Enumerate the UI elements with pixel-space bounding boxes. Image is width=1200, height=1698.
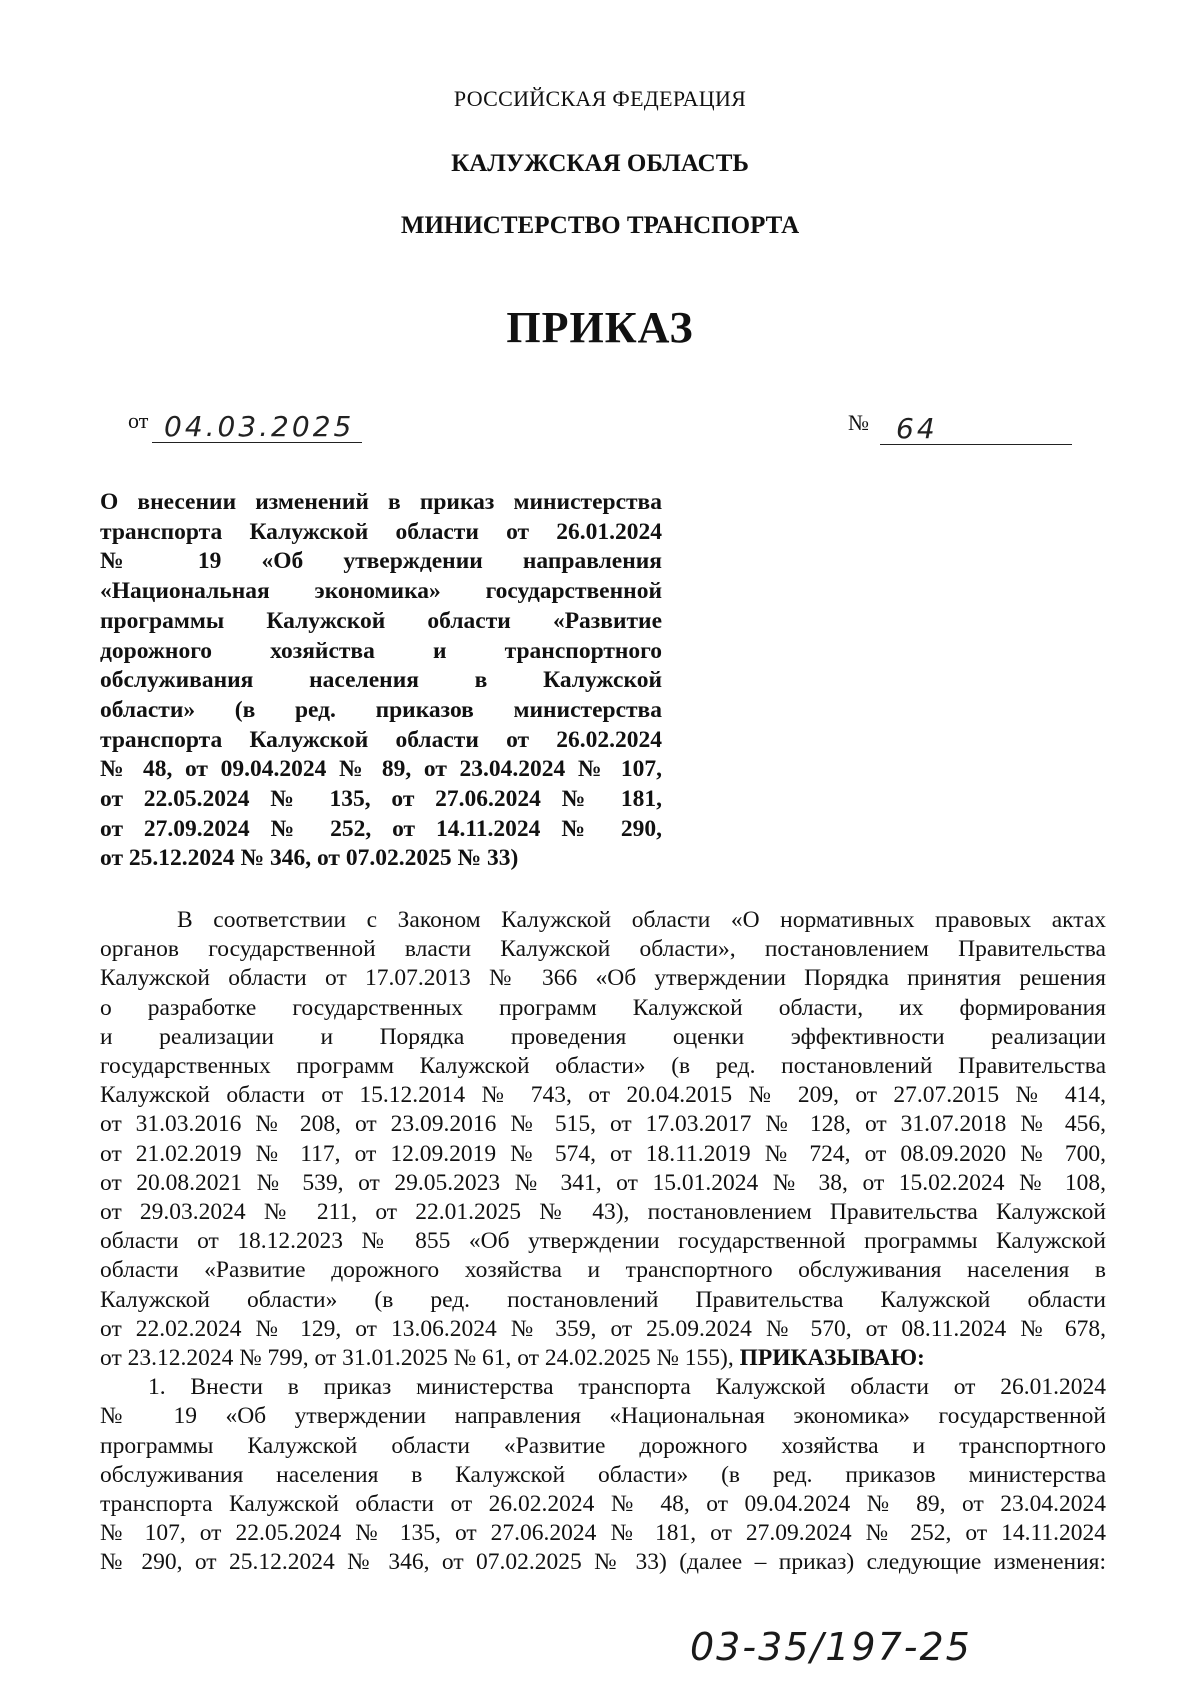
title-line: дорожного хозяйства и транспортного <box>100 637 662 664</box>
preamble-text <box>100 906 1106 1578</box>
body-line: Калужской области от 17.07.2013 № 366 «Об утверждении Порядка принятия решения <box>100 965 1106 992</box>
body-line: от 22.02.2024 № 129, от 13.06.2024 № 359, от 25.09.2024 № 570, от 08.11.2024 № 678, <box>100 1315 1106 1342</box>
body-line: Калужской области от 15.12.2014 № 743, от 20.04.2015 № 209, от 27.07.2015 № 414, <box>100 1082 1106 1109</box>
title-line: обслуживания населения в Калужской <box>100 667 662 694</box>
ministry-header: МИНИСТЕРСТВО ТРАНСПОРТА <box>400 212 800 239</box>
title-line: № 19 «Об утверждении направления <box>100 548 662 575</box>
body-line: области от 18.12.2023 № 855 «Об утверждении государственной программы Калужской <box>100 1228 1106 1255</box>
order-word: ПРИКАЗЫВАЮ: <box>739 1345 925 1372</box>
title-line: программы Калужской области «Развитие <box>100 607 662 634</box>
body-line: от 21.02.2019 № 117, от 12.09.2019 № 574, от 18.11.2019 № 724, от 08.09.2020 № 700, <box>100 1140 1106 1167</box>
registration-number-handwritten: 03-35/197-25 <box>690 1625 972 1669</box>
body-line: В соответствии с Законом Калужской области «О нормативных правовых актах <box>177 907 1106 933</box>
title-line: области» (в ред. приказов министерства <box>100 696 662 723</box>
body-line-last <box>100 1344 1106 1373</box>
title-line: транспорта Калужской области от 26.02.2024 <box>100 726 662 753</box>
item-line: транспорта Калужской области от 26.02.2024 № 48, от 09.04.2024 № 89, от 23.04.2024 <box>100 1491 1106 1518</box>
title-line: от 25.12.2024 № 346, от 07.02.2025 № 33) <box>100 845 519 872</box>
body-line: органов государственной власти Калужской области», постановлением Правительства <box>100 936 1106 963</box>
title-line: № 48, от 09.04.2024 № 89, от 23.04.2024 № 107, <box>100 756 662 783</box>
item-line: 1. Внести в приказ министерства транспорта Калужской области от 26.01.2024 <box>148 1374 1106 1401</box>
date-underline <box>152 442 362 443</box>
item-line: № 290, от 25.12.2024 № 346, от 07.02.2025 № 33) (далее – приказ) следующие изменения: <box>100 1549 1106 1576</box>
date-prefix: от <box>128 408 149 433</box>
title-line: от 22.05.2024 № 135, от 27.06.2024 № 181, <box>100 786 662 813</box>
order-title <box>100 488 662 874</box>
item-line: № 107, от 22.05.2024 № 135, от 27.06.2024 № 181, от 27.09.2024 № 252, от 14.11.2024 <box>100 1520 1106 1547</box>
title-line: «Национальная экономика» государственной <box>100 578 662 605</box>
item-line: обслуживания населения в Калужской области» (в ред. приказов министерства <box>100 1461 1106 1488</box>
order-number-handwritten: 64 <box>896 412 938 445</box>
body-line: государственных программ Калужской области» (в ред. постановлений Правительства <box>100 1053 1106 1080</box>
title-line: транспорта Калужской области от 26.01.2024 <box>100 518 662 545</box>
body-line: о разработке государственных программ Калужской области, их формирования <box>100 994 1106 1021</box>
number-underline <box>880 444 1072 445</box>
body-line: и реализации и Порядка проведения оценки эффективности реализации <box>100 1023 1106 1050</box>
title-line: О внесении изменений в приказ министерства <box>100 489 662 515</box>
order-date-handwritten: 04.03.2025 <box>164 410 355 443</box>
body-last-text: от 23.12.2024 № 799, от 31.01.2025 № 61, от 24.02.2025 № 155), <box>100 1345 734 1372</box>
title-line: от 27.09.2024 № 252, от 14.11.2024 № 290, <box>100 815 662 842</box>
region-header: КАЛУЖСКАЯ ОБЛАСТЬ <box>451 150 749 177</box>
country-header: РОССИЙСКАЯ ФЕДЕРАЦИЯ <box>453 86 747 111</box>
number-prefix: № <box>848 410 869 435</box>
body-line: от 31.03.2016 № 208, от 23.09.2016 № 515, от 17.03.2017 № 128, от 31.07.2018 № 456, <box>100 1111 1106 1138</box>
item-line: программы Калужской области «Развитие дорожного хозяйства и транспортного <box>100 1432 1106 1459</box>
document-type-title: ПРИКАЗ <box>506 303 694 352</box>
body-line: области «Развитие дорожного хозяйства и транспортного обслуживания населения в <box>100 1257 1106 1284</box>
item-line: № 19 «Об утверждении направления «Национальная экономика» государственной <box>100 1403 1106 1430</box>
body-line: Калужской области» (в ред. постановлений Правительства Калужской области <box>100 1286 1106 1313</box>
body-line: от 29.03.2024 № 211, от 22.01.2025 № 43), постановлением Правительства Калужской <box>100 1199 1106 1226</box>
body-line: от 20.08.2021 № 539, от 29.05.2023 № 341, от 15.01.2024 № 38, от 15.02.2024 № 108, <box>100 1169 1106 1196</box>
